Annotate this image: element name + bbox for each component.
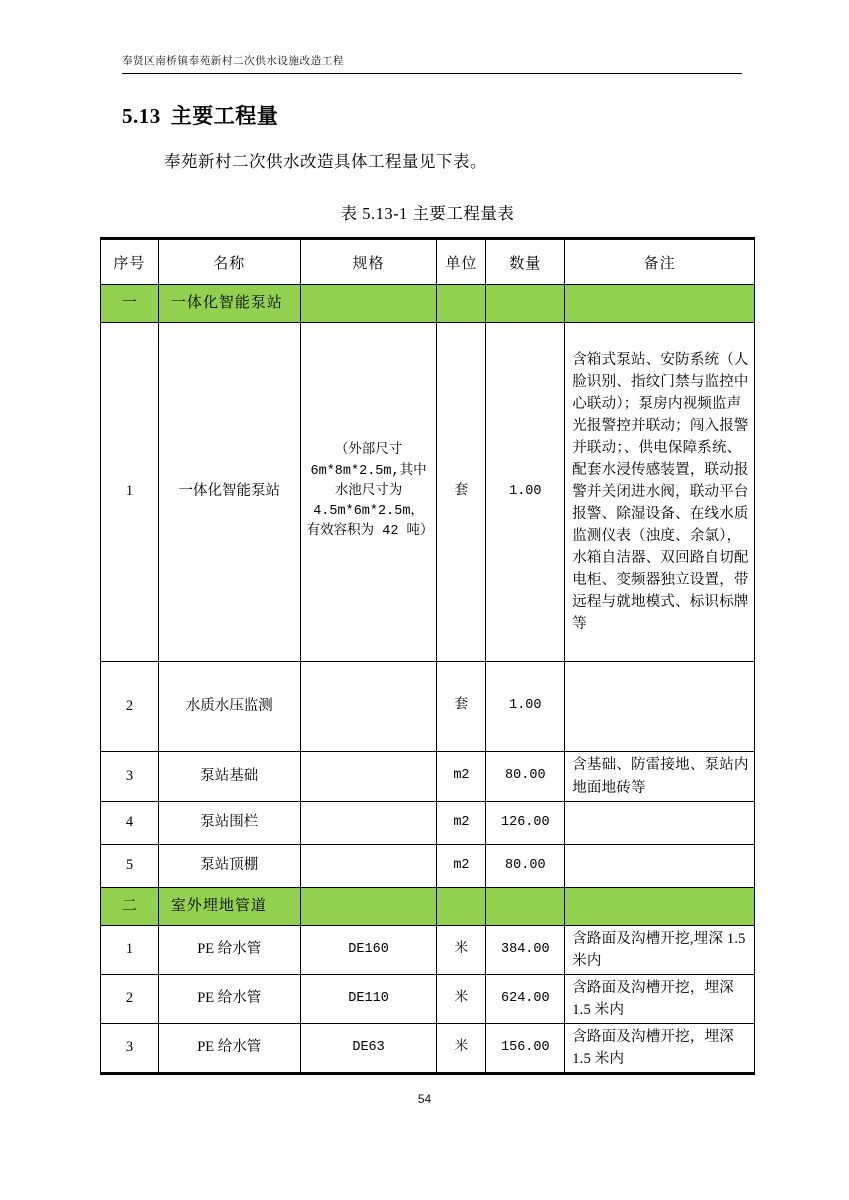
- cell-no: 一: [101, 285, 159, 323]
- cell-no: 1: [101, 926, 159, 975]
- cell-spec: [300, 752, 437, 802]
- cell-unit: 套: [437, 662, 486, 752]
- table-row: [101, 323, 755, 662]
- cell-note: 含路面及沟槽开挖,埋深 1.5 米内: [565, 926, 755, 975]
- cell-unit: [437, 888, 486, 926]
- cell-note: 含路面及沟槽开挖，埋深 1.5 米内: [565, 1024, 755, 1074]
- quantities-table: [100, 237, 755, 1075]
- cell-note: 含基础、防雷接地、泵站内地面地砖等: [565, 752, 755, 802]
- section-row: [101, 888, 755, 926]
- table-row: [101, 1024, 755, 1074]
- cell-unit: 套: [437, 323, 486, 662]
- column-header: 序号: [101, 239, 159, 285]
- cell-name: PE 给水管: [158, 1024, 300, 1074]
- cell-no: 2: [101, 975, 159, 1024]
- cell-name: 一体化智能泵站: [158, 323, 300, 662]
- cell-spec: DE160: [300, 926, 437, 975]
- cell-name: 一体化智能泵站: [158, 285, 300, 323]
- table-row: [101, 662, 755, 752]
- section-heading: [122, 100, 278, 130]
- column-header: 单位: [437, 239, 486, 285]
- cell-qty: 80.00: [486, 752, 565, 802]
- cell-spec: DE110: [300, 975, 437, 1024]
- table-row: [101, 926, 755, 975]
- column-header: 名称: [158, 239, 300, 285]
- cell-name: PE 给水管: [158, 926, 300, 975]
- section-number: 5.13: [122, 104, 161, 128]
- column-header: 数量: [486, 239, 565, 285]
- cell-name: 泵站基础: [158, 752, 300, 802]
- intro-paragraph: 奉苑新村二次供水改造具体工程量见下表。: [164, 152, 487, 171]
- column-header: 规格: [300, 239, 437, 285]
- cell-note: [565, 285, 755, 323]
- section-title: 主要工程量: [170, 104, 279, 128]
- table-row: [101, 975, 755, 1024]
- cell-spec: [300, 285, 437, 323]
- cell-qty: 624.00: [486, 975, 565, 1024]
- cell-spec: DE63: [300, 1024, 437, 1074]
- section-row: [101, 285, 755, 323]
- cell-name: 水质水压监测: [158, 662, 300, 752]
- cell-no: 3: [101, 752, 159, 802]
- cell-name: 泵站顶棚: [158, 845, 300, 888]
- header-title: 奉贤区南桥镇奉苑新村二次供水设施改造工程: [122, 56, 344, 67]
- table-caption: 表 5.13-1 主要工程量表: [340, 204, 515, 223]
- cell-note: [565, 662, 755, 752]
- cell-note: [565, 888, 755, 926]
- cell-qty: 1.00: [486, 662, 565, 752]
- cell-name: 泵站围栏: [158, 802, 300, 845]
- cell-spec: [300, 662, 437, 752]
- cell-name: PE 给水管: [158, 975, 300, 1024]
- cell-unit: 米: [437, 1024, 486, 1074]
- cell-no: 3: [101, 1024, 159, 1074]
- cell-unit: 米: [437, 926, 486, 975]
- cell-qty: [486, 888, 565, 926]
- table-row: [101, 752, 755, 802]
- document-header: [122, 53, 742, 74]
- cell-spec: （外部尺寸 6m*8m*2.5m,其中水池尺寸为 4.5m*6m*2.5m，有效容积为 42 吨）: [300, 323, 437, 662]
- cell-no: 二: [101, 888, 159, 926]
- cell-no: 1: [101, 323, 159, 662]
- cell-spec: [300, 802, 437, 845]
- cell-unit: m2: [437, 752, 486, 802]
- table-row: [101, 802, 755, 845]
- cell-qty: 80.00: [486, 845, 565, 888]
- cell-qty: [486, 285, 565, 323]
- cell-spec: [300, 888, 437, 926]
- table-row: [101, 845, 755, 888]
- cell-unit: [437, 285, 486, 323]
- cell-note: 含箱式泵站、安防系统（人脸识别、指纹门禁与监控中心联动）；泵房内视频监声光报警控并联动；闯入报警并联动；、供电保障系统、配套水浸传感装置，联动报警并关闭进水阀，联动平台报警、除湿设备、在线水质监测仪表（浊度、余氯），水箱自洁器、双回路自切配电柜、变频器独立设置，带远程与就地模式、标识标牌等: [565, 323, 755, 662]
- cell-no: 2: [101, 662, 159, 752]
- cell-unit: m2: [437, 802, 486, 845]
- cell-no: 5: [101, 845, 159, 888]
- cell-note: [565, 845, 755, 888]
- page-number: 54: [417, 1092, 432, 1106]
- cell-unit: m2: [437, 845, 486, 888]
- cell-qty: 156.00: [486, 1024, 565, 1074]
- cell-note: 含路面及沟槽开挖，埋深 1.5 米内: [565, 975, 755, 1024]
- cell-spec: [300, 845, 437, 888]
- column-header: 备注: [565, 239, 755, 285]
- cell-note: [565, 802, 755, 845]
- cell-name: 室外埋地管道: [158, 888, 300, 926]
- cell-qty: 1.00: [486, 323, 565, 662]
- table-header-row: [101, 239, 755, 285]
- cell-qty: 384.00: [486, 926, 565, 975]
- cell-qty: 126.00: [486, 802, 565, 845]
- cell-unit: 米: [437, 975, 486, 1024]
- cell-no: 4: [101, 802, 159, 845]
